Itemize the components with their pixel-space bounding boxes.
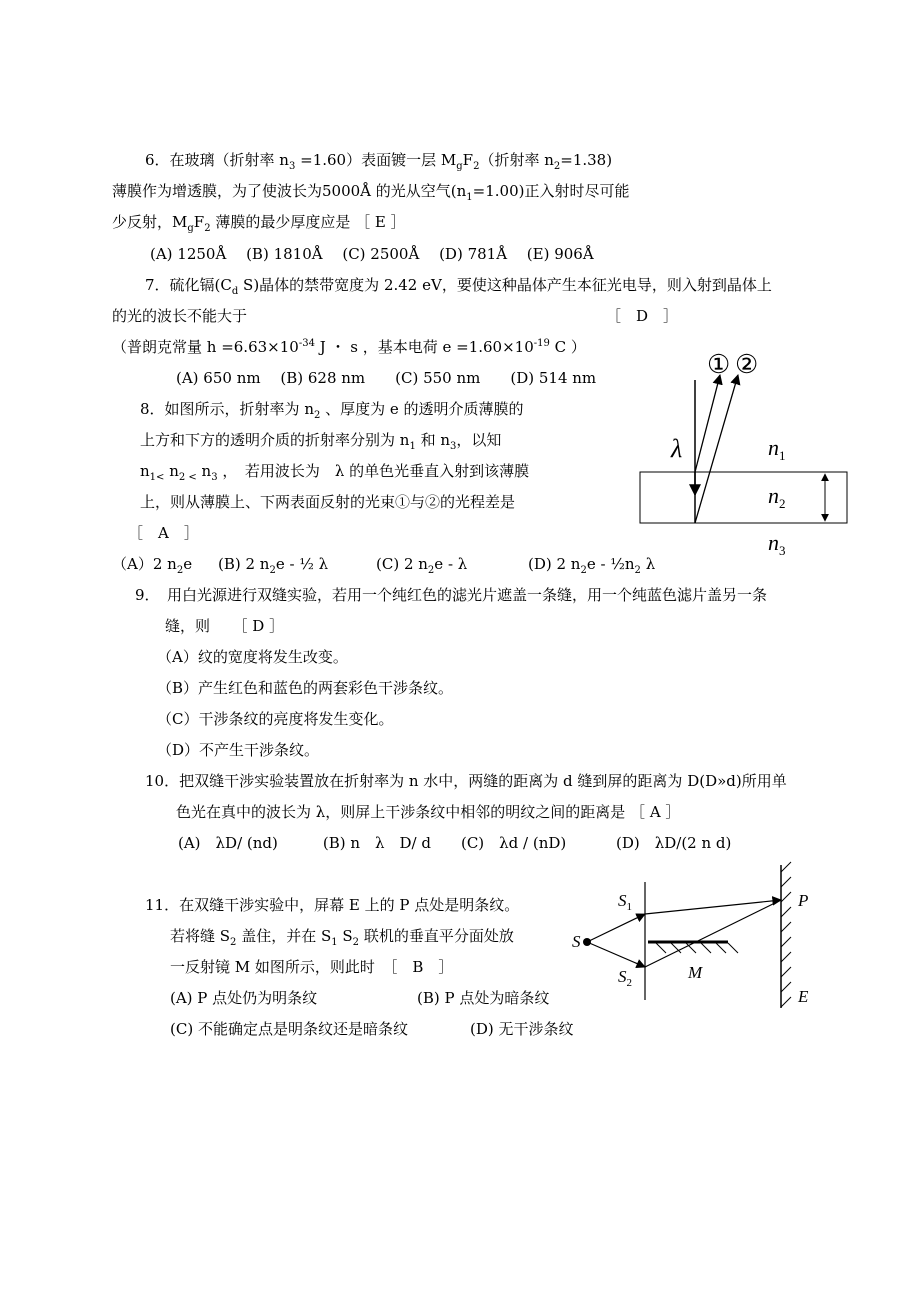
q7-line-2: 的光的波长不能大于 bbox=[112, 307, 248, 325]
ray-s-to-s1 bbox=[587, 914, 645, 942]
q11-line-1: 11．在双缝干涉实验中，屏幕 E 上的 P 点处是明条纹。 bbox=[145, 896, 520, 914]
label-s2: $S_2$ bbox=[618, 967, 632, 989]
q9-option-d: （D）不产生干涉条纹。 bbox=[157, 741, 320, 759]
beam-2-label: ② bbox=[735, 350, 759, 379]
q8-option-b: (B) 2 $n_2e$ - ½ λ bbox=[218, 555, 329, 576]
q8-option-d: (D) 2 $n_2e$ - $\frac{1}{2}n_2$ λ bbox=[528, 555, 656, 576]
q8-line-1: 8．如图所示，折射率为 $n_2$ 、厚度为 e 的透明介质薄膜的 bbox=[140, 400, 524, 421]
reflected-ray-1 bbox=[695, 375, 720, 472]
q8-line-2: 上方和下方的透明介质的折射率分别为 $n_1$ 和 $n_3$，以知 bbox=[140, 431, 502, 452]
q8-line-4: 上，则从薄膜上、下两表面反射的光束①与②的光程差是 bbox=[140, 493, 516, 511]
q8-option-c: (C) 2 $n_2e$ - λ bbox=[376, 555, 468, 576]
q9-option-c: （C）干涉条纹的亮度将发生变化。 bbox=[157, 710, 394, 728]
ray-s1-to-p bbox=[645, 900, 781, 914]
q9-option-b: （B）产生红色和蓝色的两套彩色干涉条纹。 bbox=[157, 679, 454, 697]
q8-option-a: （A）2 $n_2e$ bbox=[112, 555, 193, 576]
film-layer bbox=[640, 472, 847, 523]
thin-film-diagram bbox=[635, 345, 875, 565]
q9-line-1: 9． 用白光源进行双缝实验，若用一个纯红色的滤光片遮盖一条缝，用一个纯蓝色滤片盖另一条 bbox=[135, 586, 768, 604]
label-e: E bbox=[798, 987, 809, 1006]
lloyd-mirror-diagram bbox=[568, 860, 828, 1020]
q11-option-a: (A) P 点处仍为明条纹 bbox=[170, 989, 318, 1007]
q6-line-1: 6．在玻璃（折射率 $n_3 =1.60$）表面镀一层 $M_gF_2$（折射率 $n_2=1.38$) bbox=[145, 151, 613, 172]
q10-line-2: 色光在真中的波长为 λ，则屏上干涉条纹中相邻的明纹之间的距离是 ［ A ］ bbox=[176, 803, 681, 821]
label-s1: $S_1$ bbox=[618, 891, 632, 913]
q11-option-c: (C) 不能确定点是明条纹还是暗条纹 bbox=[170, 1020, 408, 1038]
q9-option-a: （A）纹的宽度将发生改变。 bbox=[157, 648, 348, 666]
q11-line-2: 若将缝 $S_2$ 盖住，并在 $S_1$ $S_2$ 联机的垂直平分面处放 bbox=[170, 927, 514, 948]
mirror-hatch bbox=[656, 943, 738, 953]
label-m: M bbox=[688, 963, 703, 982]
q11-line-3: 一反射镜 M 如图所示，则此时 ［ B ］ bbox=[170, 958, 454, 976]
q7-options: (A) 650 nm (B) 628 nm (C) 550 nm (D) 514 nm bbox=[176, 369, 597, 387]
q8-answer: ［ A ］ bbox=[128, 524, 199, 542]
ray-mirror-to-p bbox=[645, 900, 781, 967]
label-p: P bbox=[798, 891, 809, 910]
q7-line-3: （普朗克常量 $h =6.63\times 10^{-34}$ J ・ s ，基本电荷 $e =1.60\times 10^{-19}$ C ） bbox=[112, 338, 586, 356]
q7-answer: ［ D ］ bbox=[606, 307, 679, 325]
n1-label: $n_1$ bbox=[768, 435, 786, 463]
q6-options: (A) 1250Å (B) 1810Å (C) 2500Å (D) 781Å (E) 906Å bbox=[150, 245, 594, 263]
lambda-label: λ bbox=[671, 434, 683, 463]
q8-line-3: $n_{1<}$ $n_{2 <}$ $n_3$ ， 若用波长为 λ 的单色光垂直入射到该薄膜 bbox=[140, 462, 530, 483]
ray-s-to-s2 bbox=[587, 942, 645, 967]
n3-label: $n_3$ bbox=[768, 530, 786, 558]
q6-line-2: 薄膜作为增透膜，为了使波长为5000Å 的光从空气$(n_1=1.00)$正入射时尽可能 bbox=[112, 182, 630, 203]
q9-line-2: 缝，则 ［ D ］ bbox=[165, 617, 285, 635]
q11-option-b: (B) P 点处为暗条纹 bbox=[417, 989, 550, 1007]
q10-options: (A) λD/ (nd) (B) n λ D/ d (C) λd / (nD) (D) λD/(2 n d) bbox=[178, 834, 732, 852]
q6-line-3: 少反射，$M_gF_2$ 薄膜的最少厚度应是 ［ E ］ bbox=[112, 213, 406, 234]
q10-line-1: 10．把双缝干涉实验装置放在折射率为 n 水中，两缝的距离为 d 缝到屏的距离为 D(D»d)所用单 bbox=[145, 772, 787, 790]
q11-option-d: (D) 无干涉条纹 bbox=[470, 1020, 574, 1038]
n2-label: $n_2$ bbox=[768, 483, 786, 511]
label-s: S bbox=[572, 932, 581, 951]
beam-1-label: ① bbox=[707, 350, 731, 379]
screen-hatch bbox=[781, 862, 791, 1007]
q7-line-1: 7．硫化镉($C_d$ S)晶体的禁带宽度为 2.42 eV，要使这种晶体产生本征光电导，则入射到晶体上 bbox=[145, 276, 772, 297]
